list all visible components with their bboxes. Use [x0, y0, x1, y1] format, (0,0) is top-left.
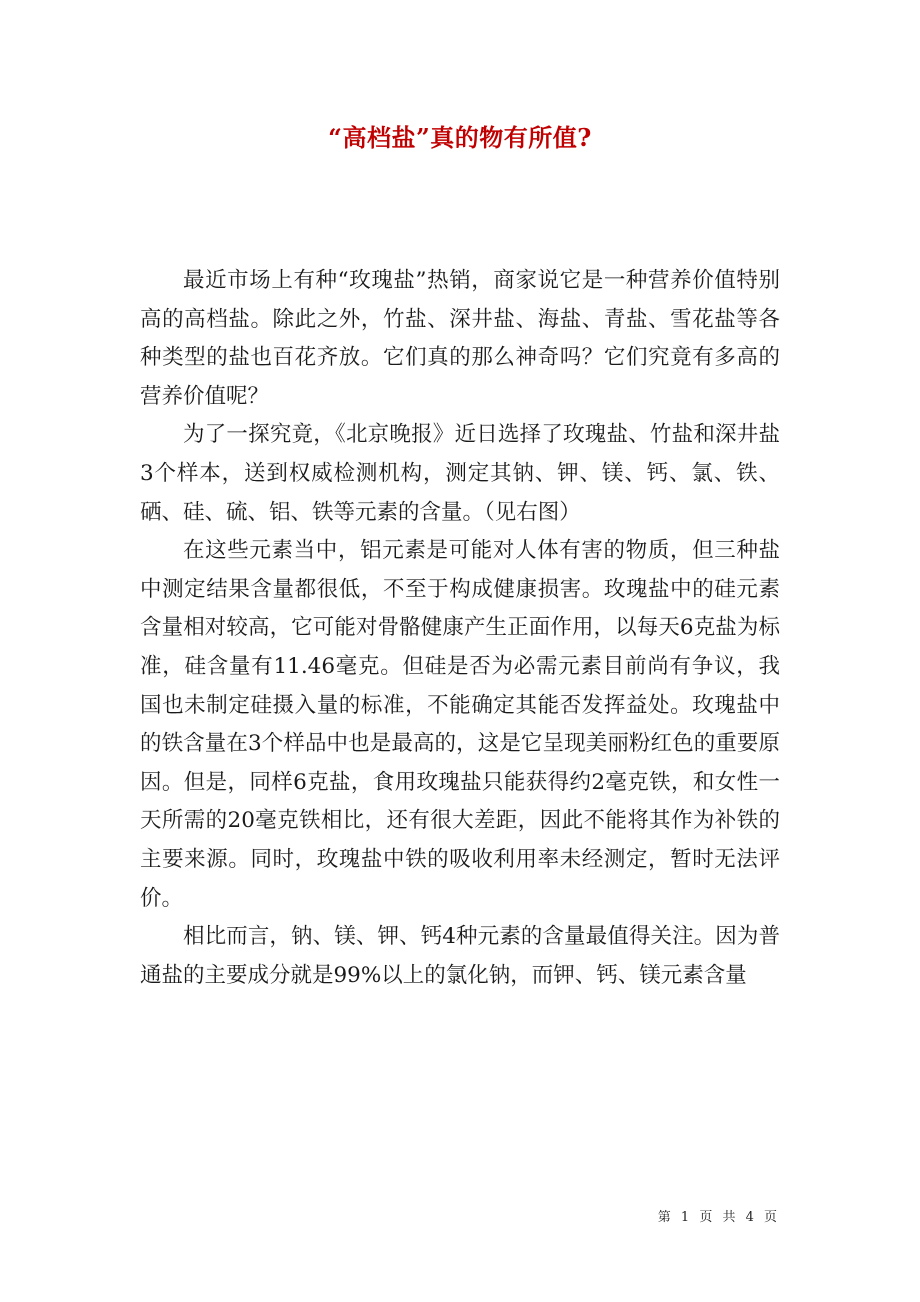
- paragraph-3: 在这些元素当中，铝元素是可能对人体有害的物质，但三种盐中测定结果含量都很低，不至于构成健康损害。玫瑰盐中的硅元素含量相对较高，它可能对骨骼健康产生正面作用，以每天6克盐为标准，硅含量有11.46毫克。但硅是否为必需元素目前尚有争议，我国也未制定硅摄入量的标准，不能确定其能否发挥益处。玫瑰盐中的铁含量在3个样品中也是最高的，这是它呈现美丽粉红色的重要原因。但是，同样6克盐，食用玫瑰盐只能获得约2毫克铁，和女性一天所需的20毫克铁相比，还有很大差距，因此不能将其作为补铁的主要来源。同时，玫瑰盐中铁的吸收利用率未经测定，暂时无法评价。: [140, 538, 780, 911]
- paragraph-1: 最近市场上有种“玫瑰盐”热销，商家说它是一种营养价值特别高的高档盐。除此之外，竹盐、深井盐、海盐、青盐、雪花盐等各种类型的盐也百花齐放。它们真的那么神奇吗？它们究竟有多高的营养价值呢？: [140, 268, 780, 409]
- document-body: [140, 262, 780, 995]
- page-number-footer: 第 1 页 共 4 页: [657, 1210, 780, 1225]
- paragraph-2: 为了一探究竟，《北京晚报》近日选择了玫瑰盐、竹盐和深井盐3个样本，送到权威检测机构，测定其钠、钾、镁、钙、氯、铁、硒、硅、硫、铝、铁等元素的含量。（见右图）: [140, 422, 780, 525]
- paragraph-4: 相比而言，钠、镁、钾、钙4种元素的含量最值得关注。因为普通盐的主要成分就是99%以上的氯化钠，而钾、钙、镁元素含量: [140, 924, 780, 988]
- document-title: “高档盐”真的物有所值?: [328, 123, 592, 152]
